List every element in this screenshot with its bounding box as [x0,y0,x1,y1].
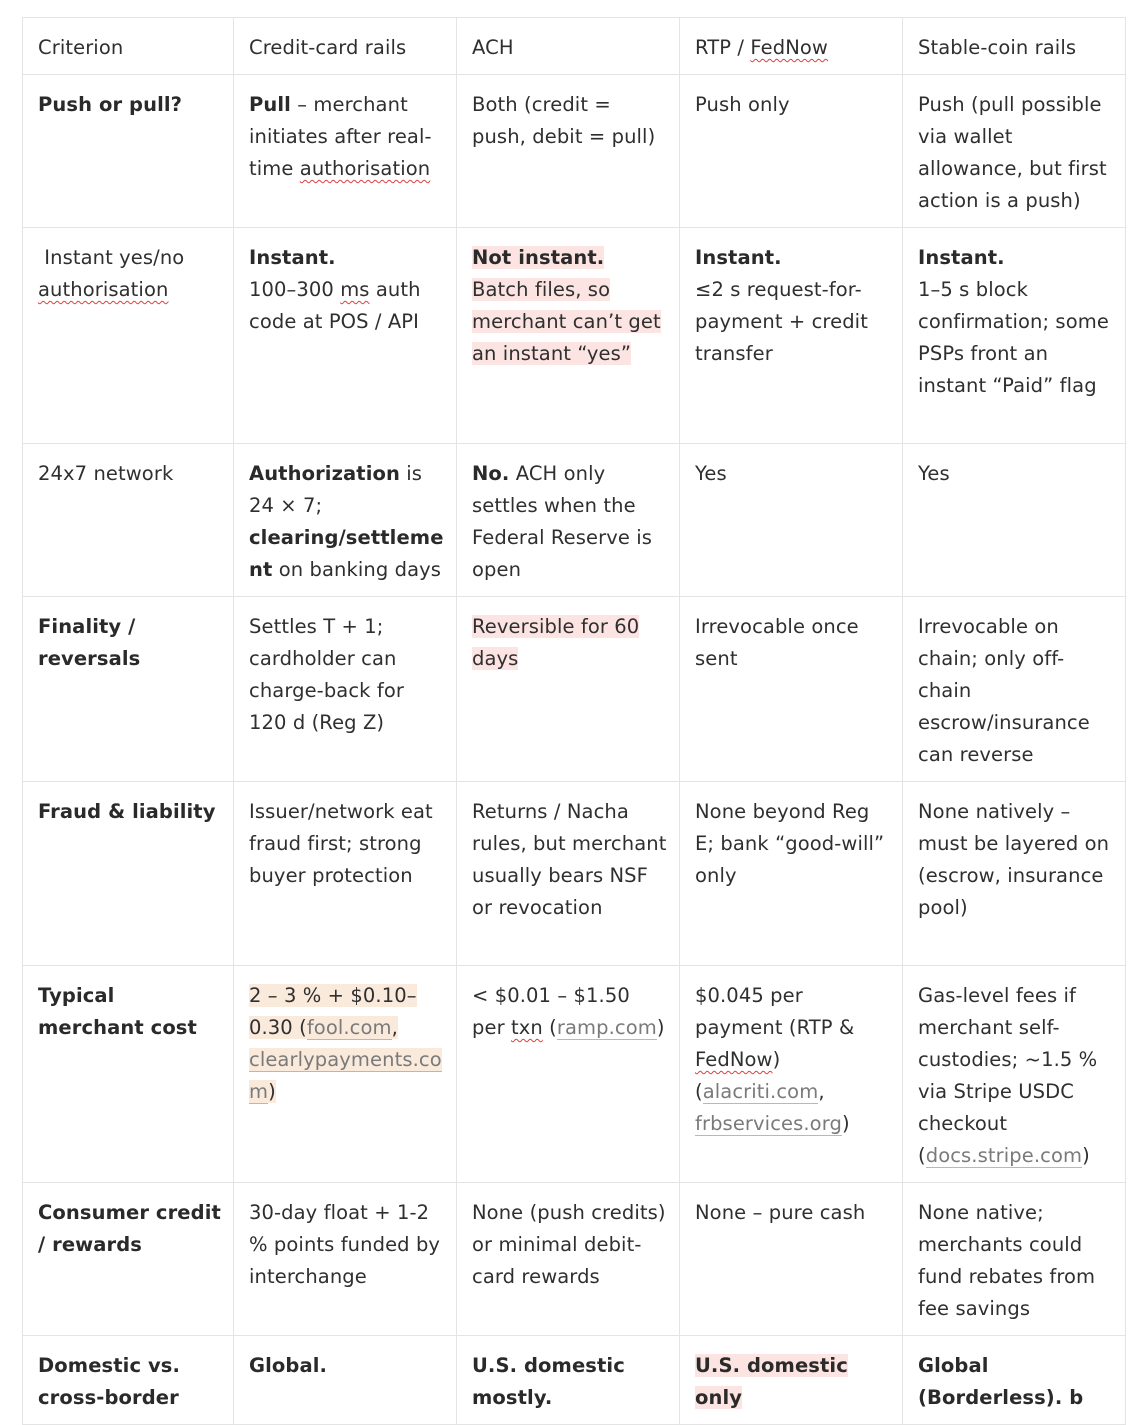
table-row [23,597,1126,782]
table-row [23,75,1126,228]
row-label: Domestic vs. cross-border [23,1336,234,1425]
cell-rtp: U.S. domestic only [680,1336,903,1425]
row-label: Finality / reversals [23,597,234,782]
header-credit-card: Credit-card rails [234,18,457,75]
spellcheck-word: ms [340,278,370,301]
spellcheck-word: authorisation [299,157,431,180]
cell-credit: Authorization is 24 × 7; clearing/settlement on banking days [234,444,457,597]
table-row [23,966,1126,1183]
cell-ach: Both (credit = push, debit = pull) [457,75,680,228]
table-row [23,782,1126,966]
row-label: 24x7 network [23,444,234,597]
spellcheck-word: authorisation [38,278,169,301]
cell-stable: Global (Borderless). b [903,1336,1126,1425]
cell-credit: 30-day float + 1-2 % points funded by interchange [234,1183,457,1336]
cell-rtp: None – pure cash [680,1183,903,1336]
row-label: Push or pull? [23,75,234,228]
comparison-table [22,17,1126,1425]
cell-credit: Issuer/network eat fraud first; strong buyer protection [234,782,457,966]
source-link-frbservices[interactable]: frbservices.org [695,1112,842,1135]
cell-rtp: $0.045 per payment (RTP & FedNow) (alacriti.com, frbservices.org) [680,966,903,1183]
source-link-ramp[interactable]: ramp.com [556,1016,657,1039]
source-link-fool[interactable]: fool.com [306,1016,392,1039]
cell-credit: Pull – merchant initiates after real-time authorisation [234,75,457,228]
cell-stable: None natively – must be layered on (escrow, insurance pool) [903,782,1126,966]
cell-stable: Instant. 1–5 s block confirmation; some PSPs front an instant “Paid” flag [903,228,1126,444]
table-row [23,228,1126,444]
cell-ach: < $0.01 – $1.50 per txn (ramp.com) [457,966,680,1183]
table-row [23,444,1126,597]
spellcheck-word: FedNow [750,36,828,59]
cell-rtp: Yes [680,444,903,597]
header-criterion: Criterion [23,18,234,75]
cell-credit: Global. [234,1336,457,1425]
row-label: Consumer credit / rewards [23,1183,234,1336]
spellcheck-word: FedNow [695,1048,773,1071]
cell-stable: None native; merchants could fund rebates from fee savings [903,1183,1126,1336]
cell-rtp: Irrevocable once sent [680,597,903,782]
cell-stable: Irrevocable on chain; only off-chain escrow/insurance can reverse [903,597,1126,782]
source-link-alacriti[interactable]: alacriti.com [702,1080,819,1103]
cell-ach: None (push credits) or minimal debit-card rewards [457,1183,680,1336]
cell-rtp: Push only [680,75,903,228]
header-row [23,18,1126,75]
cell-ach: Returns / Nacha rules, but merchant usually bears NSF or revocation [457,782,680,966]
source-link-stripe[interactable]: docs.stripe.com [925,1144,1083,1167]
spellcheck-word: txn [511,1016,543,1039]
cell-ach: U.S. domestic mostly. [457,1336,680,1425]
header-stable-coin: Stable-coin rails [903,18,1126,75]
header-ach: ACH [457,18,680,75]
cell-rtp: Instant. ≤2 s request-for-payment + credit transfer [680,228,903,444]
row-label: Instant yes/no authorisation [23,228,234,444]
cell-ach: Reversible for 60 days [457,597,680,782]
cell-ach: No. ACH only settles when the Federal Reserve is open [457,444,680,597]
cell-ach: Not instant. Batch files, so merchant can’t get an instant “yes” [457,228,680,444]
table-row [23,1183,1126,1336]
cell-stable: Yes [903,444,1126,597]
cell-credit: Settles T + 1; cardholder can charge-back for 120 d (Reg Z) [234,597,457,782]
cell-stable: Gas-level fees if merchant self-custodies; ~1.5 % via Stripe USDC checkout (docs.stripe.com) [903,966,1126,1183]
cell-rtp: None beyond Reg E; bank “good-will” only [680,782,903,966]
source-link-clearlypayments[interactable]: clearlypayments.com [249,1048,442,1103]
row-label: Fraud & liability [23,782,234,966]
table-row [23,1336,1126,1425]
cell-credit: Instant. 100–300 ms auth code at POS / API [234,228,457,444]
header-rtp-fednow: RTP / FedNow [680,18,903,75]
cell-credit: 2 – 3 % + $0.10–0.30 (fool.com, clearlypayments.com) [234,966,457,1183]
row-label: Typical merchant cost [23,966,234,1183]
cell-stable: Push (pull possible via wallet allowance, but first action is a push) [903,75,1126,228]
